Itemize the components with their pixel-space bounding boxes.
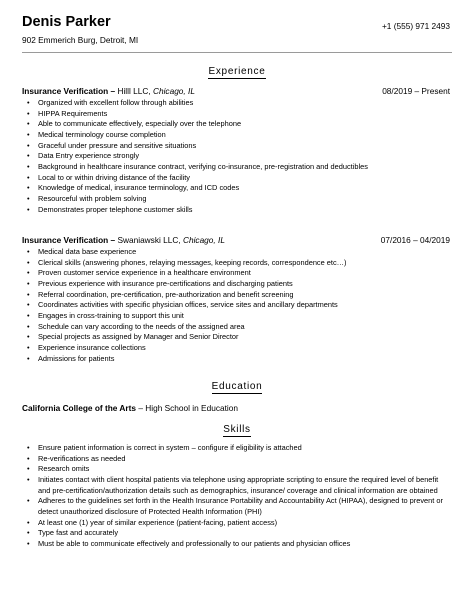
job-header: [22, 235, 450, 245]
list-item: • Initiates contact with client hospital patients via telephone using appropriate scripting to ensure the required level of benefit and pre-certification/authorization details such as demographics, insurance/ coverage and clinical information are obtained: [27, 475, 447, 496]
list-item: • HIPPA Requirements: [27, 109, 447, 120]
job-bullets: [27, 247, 447, 364]
list-item: • Type fast and accurately: [27, 528, 447, 539]
list-item: • Must be able to communicate effectively and professionally to our patients and physician offices: [27, 539, 447, 550]
education-heading: [22, 381, 452, 393]
job-company: Hilll LLC,: [117, 86, 151, 96]
job-bullets: [27, 98, 447, 215]
candidate-phone: +1 (555) 971 2493: [381, 21, 450, 31]
list-item: • Resourceful with problem solving: [27, 194, 447, 205]
job-location: Chicago, IL: [152, 86, 195, 96]
job-location: Chicago, IL: [182, 235, 225, 245]
job-header: [22, 86, 450, 96]
job-title: Insurance Verification –: [22, 235, 116, 245]
education-heading-text: Education: [211, 381, 263, 392]
list-item: • Research omits: [27, 464, 447, 475]
list-item: • Special projects as assigned by Manager and Senior Director: [27, 332, 447, 343]
list-item: • Local to or within driving distance of the facility: [27, 173, 447, 184]
skills-heading-text: Skills: [223, 424, 251, 435]
list-item: • Experience insurance collections: [27, 343, 447, 354]
list-item: • Adheres to the guidelines set forth in the Health Insurance Portability and Accountability Act (HIPAA), designed to prevent or detect unauthorized disclosure of Protected Health Information (PHI): [27, 496, 447, 517]
list-item: • At least one (1) year of similar experience (patient-facing, patient access): [27, 518, 447, 529]
education-school: California College of the Arts: [22, 403, 137, 413]
header-divider: [22, 52, 452, 53]
list-item: • Engages in cross-training to support this unit: [27, 311, 447, 322]
list-item: • Admissions for patients: [27, 354, 447, 365]
list-item: • Coordinates activities with specific physician offices, service sites and ancillary departments: [27, 300, 447, 311]
list-item: • Referral coordination, pre-certification, pre-authorization and benefit screening: [27, 290, 447, 301]
list-item: • Schedule can vary according to the needs of the assigned area: [27, 322, 447, 333]
job-dates: 08/2019 – Present: [382, 86, 450, 96]
list-item: • Data Entry experience strongly: [27, 151, 447, 162]
list-item: • Knowledge of medical, insurance terminology, and ICD codes: [27, 183, 447, 194]
education-detail: – High School in Education: [136, 403, 238, 413]
list-item: • Background in healthcare insurance contract, verifying co-insurance, pre-registration and deductibles: [27, 162, 447, 173]
list-item: • Able to communicate effectively, especially over the telephone: [27, 119, 447, 130]
list-item: • Previous experience with insurance pre-certifications and discharging patients: [27, 279, 447, 290]
job-company: Swaniawski LLC,: [117, 235, 181, 245]
list-item: • Clerical skills (answering phones, relaying messages, keeping records, correspondence etc…): [27, 258, 447, 269]
list-item: • Demonstrates proper telephone customer skills: [27, 205, 447, 216]
skills-heading: [22, 424, 452, 436]
list-item: • Re-verifications as needed: [27, 454, 447, 465]
skills-list: [27, 443, 447, 550]
list-item: • Medical data base experience: [27, 247, 447, 258]
list-item: • Proven customer service experience in a healthcare environment: [27, 268, 447, 279]
candidate-address: 902 Emmerich Burg, Detroit, MI: [22, 35, 139, 45]
list-item: • Ensure patient information is correct in system – configure if eligibility is attached: [27, 443, 447, 454]
list-item: • Medical terminology course completion: [27, 130, 447, 141]
education-entry: [22, 403, 238, 413]
list-item: • Graceful under pressure and sensitive situations: [27, 141, 447, 152]
experience-heading-text: Experience: [208, 66, 266, 77]
job-title: Insurance Verification –: [22, 86, 116, 96]
job-dates: 07/2016 – 04/2019: [380, 235, 450, 245]
experience-heading: [22, 66, 452, 78]
list-item: • Organized with excellent follow through abilities: [27, 98, 447, 109]
candidate-name: Denis Parker: [22, 14, 111, 30]
